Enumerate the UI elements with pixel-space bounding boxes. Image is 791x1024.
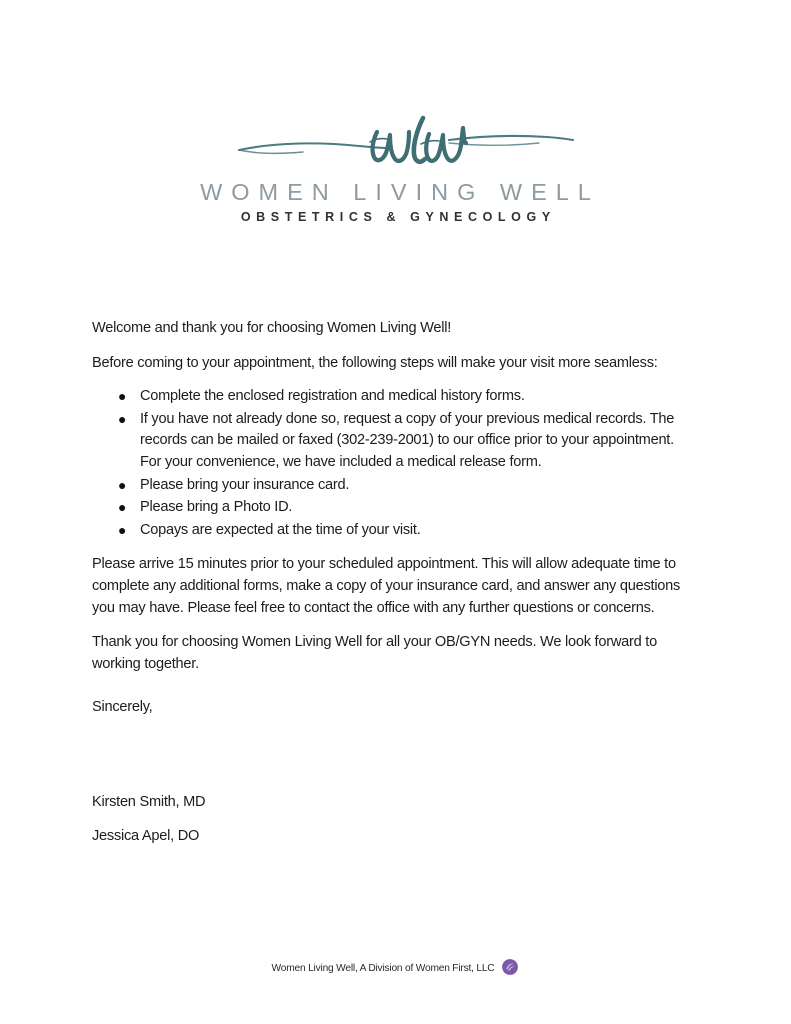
bullet-icon: ● bbox=[118, 499, 127, 516]
steps-list bbox=[92, 386, 686, 541]
signature-name: Jessica Apel, DO bbox=[92, 827, 200, 844]
bullet-icon: ● bbox=[118, 476, 127, 493]
brand-tagline: OBSTETRICS & GYNECOLOGY bbox=[240, 209, 556, 224]
letterhead bbox=[0, 112, 791, 224]
footer-text: Women Living Well, A Division of Women First, LLC bbox=[271, 963, 495, 974]
thanks-paragraph: Thank you for choosing Women Living Well for all your OB/GYN needs. We look forward to working together. bbox=[92, 634, 657, 672]
bullet-icon: ● bbox=[118, 410, 127, 427]
bullet-icon: ● bbox=[118, 521, 127, 538]
list-item-text: Complete the enclosed registration and medical history forms. bbox=[140, 388, 525, 405]
letter-body bbox=[92, 318, 686, 688]
greeting-paragraph: Welcome and thank you for choosing Women Living Well! bbox=[92, 320, 452, 336]
list-item-text: Copays are expected at the time of your visit. bbox=[140, 521, 421, 538]
list-item-text: If you have not already done so, request a copy of your previous medical records. The records can be mailed or faxed (302-239-2001) to our office prior to your appointment. For your convenience, we have included a medical release form. bbox=[140, 410, 675, 470]
signature-name: Kirsten Smith, MD bbox=[92, 794, 206, 810]
wlw-script-monogram-icon bbox=[181, 112, 611, 174]
list-item bbox=[92, 386, 686, 408]
brand-name: WOMEN LIVING WELL bbox=[200, 179, 600, 205]
list-item bbox=[92, 497, 686, 519]
list-item-text: Please bring a Photo ID. bbox=[140, 499, 293, 516]
intro-paragraph: Before coming to your appointment, the following steps will make your visit more seamless: bbox=[92, 354, 658, 371]
list-item bbox=[92, 475, 686, 497]
signature-block bbox=[92, 792, 686, 859]
arrival-paragraph: Please arrive 15 minutes prior to your scheduled appointment. This will allow adequate time to complete any additional forms, make a copy of your insurance card, and answer any questions you may have. Please feel free to contact the office with any further questions or concerns. bbox=[92, 556, 681, 616]
closing-line: Sincerely, bbox=[92, 699, 153, 715]
list-item bbox=[92, 520, 686, 542]
list-item bbox=[92, 409, 686, 474]
page-footer bbox=[0, 958, 791, 979]
purple-circle-swirl-logo-icon bbox=[501, 958, 519, 976]
bullet-icon: ● bbox=[118, 388, 127, 405]
list-item-text: Please bring your insurance card. bbox=[140, 476, 350, 493]
